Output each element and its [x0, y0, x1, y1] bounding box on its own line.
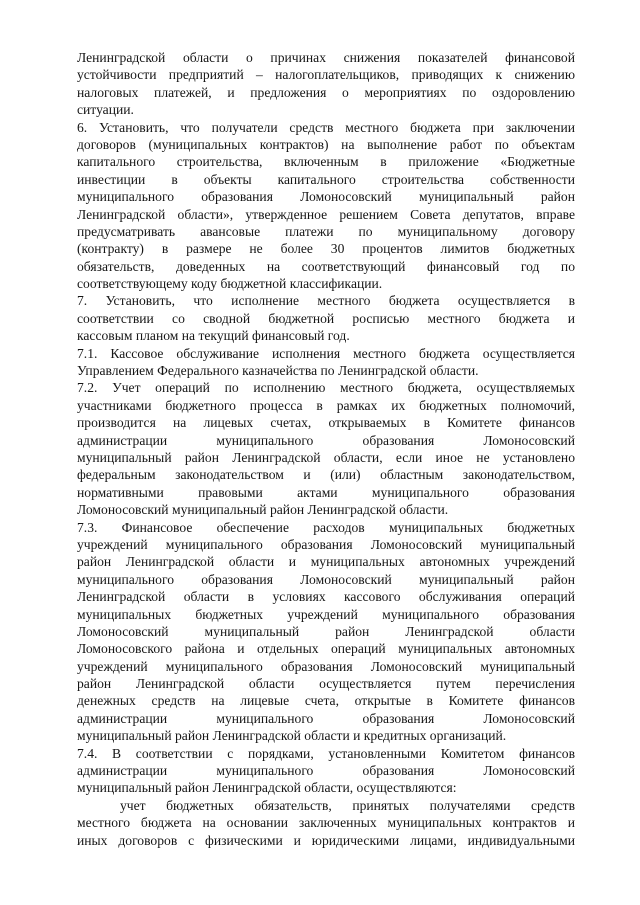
text-line: муниципальный район Ленинградской области, если иное не установлено: [77, 449, 575, 465]
text-line: участниками бюджетного процесса в рамках их бюджетных полномочий,: [77, 397, 575, 413]
text-line: учреждений муниципального образования Ломоносовский муниципальный: [77, 536, 575, 552]
text-line: учет бюджетных обязательств, принятых получателями средств: [120, 797, 575, 813]
text-line: администрации муниципального образования Ломоносовский: [77, 763, 575, 779]
text-line: обязательств, доведенных на соответствующий финансовый год по: [77, 258, 575, 274]
text-line: договоров (муниципальных контрактов) на выполнение работ по объектам: [77, 136, 575, 152]
text-line: соответствии со сводной бюджетной росписью местного бюджета и: [77, 310, 575, 326]
text-line: инвестиции в объекты капитального строительства собственности: [77, 171, 575, 187]
text-line: иных договоров с физическими и юридическими лицами, индивидуальными: [77, 832, 575, 848]
text-line: (контракту) в размере не более 30 процентов лимитов бюджетных: [77, 241, 575, 257]
text-line: производится на лицевых счетах, открываемых в Комитете финансов: [77, 415, 575, 431]
text-line: муниципальный район Ленинградской области и кредитных организаций.: [77, 728, 507, 744]
text-line: соответствующему коду бюджетной классификации.: [77, 276, 383, 292]
text-line: налоговых платежей, и предложения о мероприятиях по оздоровлению: [77, 84, 575, 100]
text-line: ситуации.: [77, 102, 134, 118]
text-line: Ленинградской области», утвержденное решением Совета депутатов, вправе: [77, 206, 575, 222]
text-line: 6. Установить, что получатели средств местного бюджета при заключении: [77, 119, 575, 135]
text-line: муниципальный район Ленинградской области, осуществляются:: [77, 780, 457, 796]
text-line: район Ленинградской области и муниципальных автономных учреждений: [77, 554, 575, 570]
text-line: муниципального образования Ломоносовский муниципальный район: [77, 189, 575, 205]
document-body: [77, 49, 575, 849]
text-line: 7. Установить, что исполнение местного бюджета осуществляется в: [77, 293, 575, 309]
text-line: Ломоносовский муниципальный район Ленинградской области: [77, 623, 575, 639]
text-line: нормативными правовыми актами муниципального образования: [77, 484, 575, 500]
text-line: денежных средств на лицевые счета, открытые в Комитете финансов: [77, 693, 575, 709]
text-line: 7.3. Финансовое обеспечение расходов муниципальных бюджетных: [77, 519, 575, 535]
text-line: Ленинградской области о причинах снижения показателей финансовой: [77, 50, 575, 65]
text-line: администрации муниципального образования Ломоносовский: [77, 432, 575, 448]
text-line: муниципальных бюджетных учреждений муниципального образования: [77, 606, 575, 622]
text-line: федеральным законодательством и (или) областным законодательством,: [77, 467, 575, 483]
text-line: Управлением Федерального казначейства по Ленинградской области.: [77, 363, 479, 379]
text-line: капитального строительства, включенным в приложение «Бюджетные: [77, 154, 575, 170]
text-line: предусматривать авансовые платежи по муниципальному договору: [77, 223, 575, 239]
text-line: Ломоносовский муниципальный район Ленинградской области.: [77, 502, 449, 518]
text-line: 7.2. Учет операций по исполнению местного бюджета, осуществляемых: [77, 380, 575, 396]
text-line: муниципального образования Ломоносовский муниципальный район: [77, 571, 575, 587]
text-line: учреждений муниципального образования Ломоносовский муниципальный: [77, 658, 575, 674]
text-line: Ленинградской области в условиях кассового обслуживания операций: [77, 589, 575, 605]
text-line: устойчивости предприятий – налогоплательщиков, приводящих к снижению: [77, 67, 575, 83]
text-line: местного бюджета на основании заключенных муниципальных контрактов и: [77, 815, 575, 831]
text-line: 7.4. В соответствии с порядками, установленными Комитетом финансов: [77, 745, 575, 761]
text-line: Ломоносовского района и отдельных операций муниципальных автономных: [77, 641, 575, 657]
text-line: администрации муниципального образования Ломоносовский: [77, 710, 575, 726]
text-line: район Ленинградской области осуществляется путем перечисления: [77, 676, 575, 692]
text-line: 7.1. Кассовое обслуживание исполнения местного бюджета осуществляется: [77, 345, 575, 361]
text-line: кассовым планом на текущий финансовый год.: [77, 328, 350, 344]
